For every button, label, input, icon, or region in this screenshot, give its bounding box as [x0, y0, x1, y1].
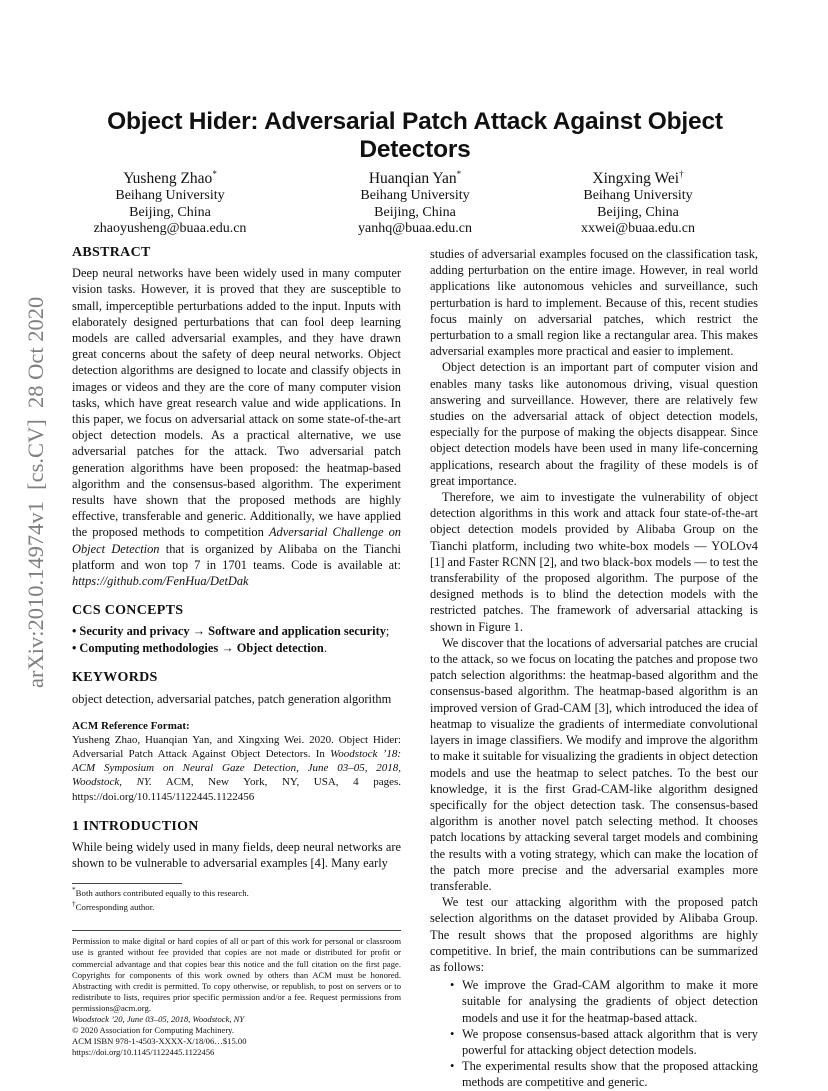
- left-column: [72, 245, 401, 1058]
- author-location: Beijing, China: [597, 204, 679, 220]
- contribution-item: • The experimental results show that the proposed attacking methods are competitive and generic.: [462, 1058, 758, 1090]
- author-1: [55, 165, 285, 238]
- reference-format-text: Yusheng Zhao, Huanqian Yan, and Xingxing Wei. 2020. Object Hider: Adversarial Patch Attack Against Object Detectors. In Woodstock ’18: ACM Symposium on Neural Gaze Detection, June 03–05, 2018, Woodstock, NY. ACM, New York, NY, USA, 4 pages. https://doi.org/10.1145/1122445.1122456: [72, 733, 402, 803]
- ccs-line-2: • Computing methodologies → Object detection.: [72, 640, 327, 655]
- author-name: Xingxing Wei: [592, 170, 680, 188]
- footnote-1: *Both authors contributed equally to this research.: [72, 884, 249, 898]
- intro-paragraph-4: We discover that the locations of adversarial patches are crucial to the attack, so we focus on locating the patches and propose two patch selection algorithms: the heatmap-based algorithm and the consensus-based algorithm. The heatmap-based algorithm is an improved version of Grad-CAM [3], which introduced the idea of heatmap to visualize the gradients of intermediate convolutional layers in image classifiers. We modify and improve the algorithm to make it suitable for visualizing the gradients in object detection models and use the heatmap to select patches. To the best our knowledge, it is the first Grad-CAM-like algorithm designed specifically for the object detection task. The consensus-based algorithm is another novel patch selecting method. It chooses patch locations by attacking several target models and combining the results with a voting strategy, which can make the location of the patch more precise and the adversarial examples more transferable.: [430, 635, 758, 893]
- intro-paragraph-5: We test our attacking algorithm with the proposed patch selection algorithms on the dataset provided by Alibaba Group. The result shows that the proposed algorithms are highly competitive. In brief, the main contributions can be summarized as follows:: [430, 895, 758, 974]
- permission-copyright: © 2020 Association for Computing Machinery.: [72, 1025, 235, 1036]
- intro-paragraph-1: studies of adversarial examples focused on the classification task, adding perturbation on the entire image. However, in real world applications like autonomous vehicles and surveillance, such perturbation is hard to implement. Because of this, recent studies focus mainly on adversarial patches, which restrict the perturbation to a small region like a rectangular area. This makes adversarial examples more practical and easier to implement.: [430, 247, 758, 359]
- intro-paragraph-3: Therefore, we aim to investigate the vulnerability of object detection algorithms in this work and attack four state-of-the-art object detection models provided by Alibaba Group on the Tianchi platform, including two white-box models — YOLOv4 [1] and Faster RCNN [2], and two black-box models — to test the transferability of the proposed algorithm. The purpose of the designed methods is to blind the detection models with the restricted patches. The framework of adversarial attacking is shown in Figure 1.: [430, 490, 758, 634]
- author-mark: †: [679, 169, 684, 179]
- permission-text: Permission to make digital or hard copies of all or part of this work for personal or classroom use is granted without fee provided that copies are not made or distributed for profit or commercial advantage and that copies bear this notice and the full citation on the first page. Copyrights for components of this work owned by others than ACM must be honored. Abstracting with credit is permitted. To copy otherwise, or republish, to post on servers or to redistribute to lists, requires prior specific permission and/or a fee. Request permissions from permissions@acm.org.: [72, 936, 401, 1013]
- contribution-item: • We improve the Grad-CAM algorithm to make it more suitable for analysing the gradients of object detection models and use it for the heatmap-based attack.: [462, 977, 758, 1026]
- permission-doi: https://doi.org/10.1145/1122445.1122456: [72, 1047, 215, 1058]
- intro-paragraph-2: Object detection is an important part of computer vision and enables many tasks like autonomous driving, visual question answering and surveillance. However, there are relatively few studies on the adversarial attack of object detection models, especially for the purpose of making the objects disappear. Since object detection models have been used in many life-concerning applications, research about the fragility of these models is of great importance.: [430, 360, 758, 488]
- footnote-2: †Corresponding author.: [72, 899, 155, 913]
- right-column: [430, 246, 758, 1091]
- author-3: [523, 165, 753, 238]
- author-name: Yusheng Zhao: [123, 170, 213, 188]
- ccs-line-1: • Security and privacy → Software and application security;: [72, 624, 390, 639]
- code-link[interactable]: https://github.com/FenHua/DetDak: [72, 574, 249, 589]
- author-location: Beijing, China: [129, 204, 211, 220]
- permission-venue: Woodstock ’20, June 03–05, 2018, Woodstock, NY: [72, 1014, 245, 1024]
- contribution-item: • We propose consensus-based attack algorithm that is very powerful for attacking object detection models.: [462, 1026, 758, 1058]
- reference-format-heading: ACM Reference Format:: [72, 719, 190, 732]
- author-mark: *: [456, 169, 462, 179]
- keywords-heading: KEYWORDS: [72, 670, 158, 686]
- abstract-heading: ABSTRACT: [72, 245, 151, 260]
- abstract-text: Deep neural networks have been widely used in many computer vision tasks. However, it is proved that they are susceptible to small, imperceptible perturbations added to the input. Inputs with elaborately designed perturbations that can fool deep learning models are called adversarial examples, and they have drawn great concerns about the safety of deep neural networks. Object detection algorithms are designed to locate and classify objects in images or videos and they are the core of many computer vision tasks, which have great research value and wide applications. In this paper, we focus on adversarial attack on some state-of-the-art object detection models. As a practical alternative, we use adversarial patches for the attack. Two adversarial patch generation algorithms have been proposed: the heatmap-based algorithm and the consensus-based algorithm. The experiment results have shown that the proposed methods are highly effective, transferable and generic. Additionally, we have applied the proposed methods to competition Adversarial Challenge on Object Detection that is organized by Alibaba on the Tianchi platform and won top 7 in 1701 teams. Code is available at: https://github.com/FenHua/DetDak: [72, 266, 401, 589]
- author-mark: *: [212, 169, 217, 179]
- author-affiliation: Beihang University: [583, 188, 693, 204]
- author-email: yanhq@buaa.edu.cn: [358, 221, 472, 237]
- author-location: Beijing, China: [374, 204, 456, 220]
- keywords-text: object detection, adversarial patches, patch generation algorithm: [72, 691, 392, 706]
- contribution-list: [430, 977, 758, 1090]
- intro-heading: 1 INTRODUCTION: [72, 818, 199, 834]
- permission-block: [72, 930, 401, 1058]
- author-affiliation: Beihang University: [360, 188, 470, 204]
- author-email: zhaoyusheng@buaa.edu.cn: [93, 221, 247, 237]
- paper-title: Object Hider: Adversarial Patch Attack Against Object Detectors: [107, 108, 723, 163]
- author-name: Huanqian Yan: [368, 170, 457, 188]
- author-affiliation: Beihang University: [115, 188, 225, 204]
- competition-name: Adversarial Challenge on Object Detection: [72, 525, 401, 556]
- author-email: xxwei@buaa.edu.cn: [581, 221, 695, 237]
- author-2: [300, 165, 530, 238]
- permission-isbn: ACM ISBN 978-1-4503-XXXX-X/18/06…$15.00: [72, 1036, 247, 1047]
- intro-left-text: While being widely used in many fields, deep neural networks are shown to be vulnerable to adversarial examples [4]. Many early: [72, 840, 401, 871]
- author-block: [60, 165, 770, 235]
- arxiv-stamp-text: arXiv:2010.14974v1 [cs.CV] 28 Oct 2020: [23, 296, 48, 688]
- ccs-heading: CCS CONCEPTS: [72, 603, 184, 619]
- arxiv-stamp: [21, 290, 51, 690]
